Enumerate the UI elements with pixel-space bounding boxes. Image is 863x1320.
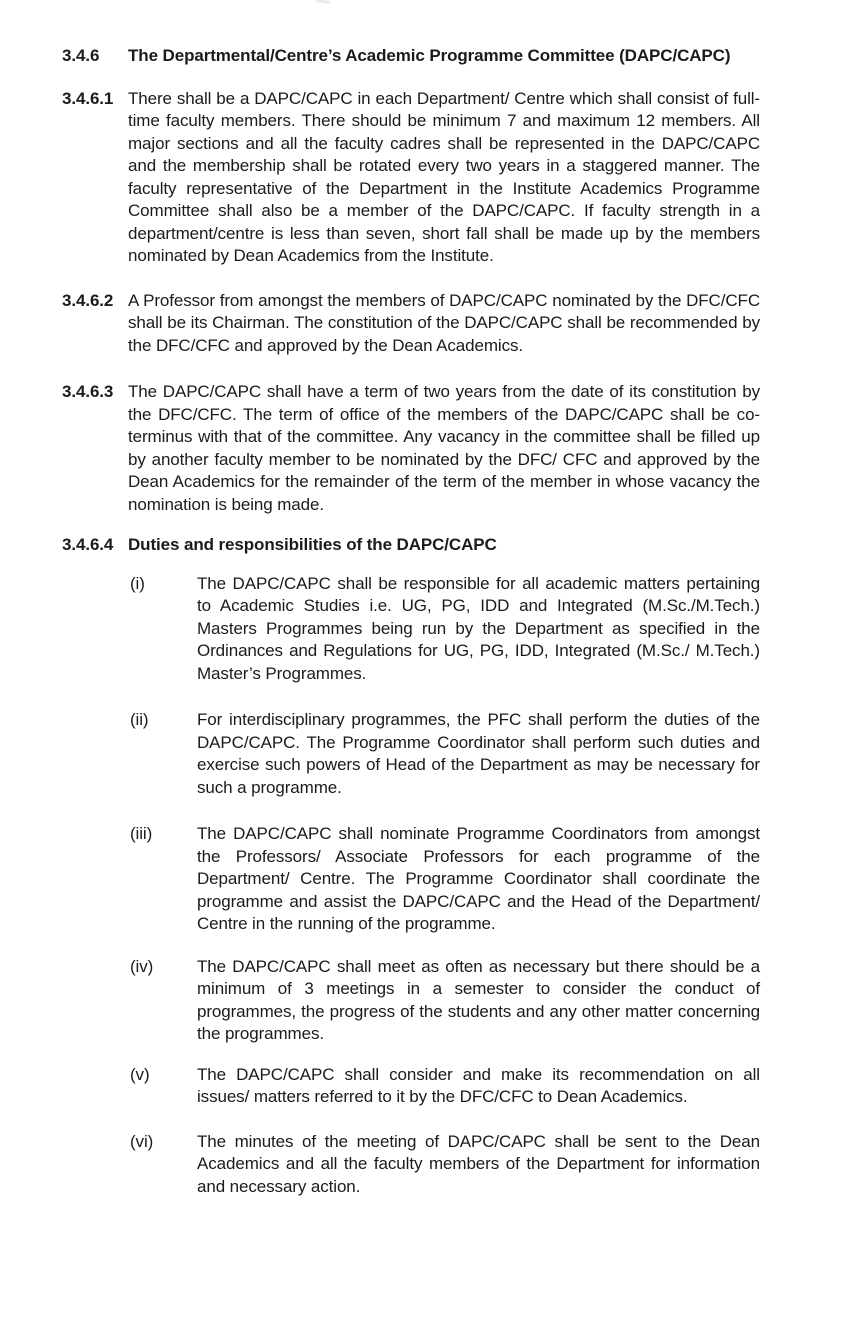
duty-item-iii: [130, 823, 760, 936]
list-item-text: The DAPC/CAPC shall consider and make its recommendation on all issues/ matters referred to it by the DFC/CFC to Dean Academics.: [197, 1064, 760, 1106]
section-3-4-6-2: [62, 290, 760, 358]
section-heading: The Departmental/Centre’s Academic Programme Committee (DAPC/CAPC): [128, 46, 731, 65]
list-item-text: For interdisciplinary programmes, the PFC shall perform the duties of the DAPC/CAPC. The Programme Coordinator shall perform such duties and exercise such powers of Head of the Department as may be necessary for such a programme.: [197, 710, 760, 797]
duty-item-v: [130, 1064, 760, 1109]
list-item-text: The DAPC/CAPC shall nominate Programme Coordinators from amongst the Professors/ Associate Professors for each programme of the Department/ Centre. The Programme Coordinator shall coordinate the programme and assist the DAPC/CAPC and the Head of the Department/ Centre in the running of the programme.: [197, 824, 760, 933]
section-3-4-6-1: [62, 88, 760, 268]
section-3-4-6-4: [62, 534, 760, 557]
section-number: 3.4.6.4: [62, 535, 114, 554]
section-number: 3.4.6.3: [62, 382, 114, 401]
list-marker: (ii): [130, 710, 149, 729]
section-3-4-6-3: [62, 381, 760, 516]
list-item-text: The DAPC/CAPC shall be responsible for all academic matters pertaining to Academic Studies i.e. UG, PG, IDD and Integrated (M.Sc./M.Tech.) Masters Programmes being run by the Department as specified in the Ordinances and Regulations for UG, PG, IDD, Integrated (M.Sc./ M.Tech.) Master’s Programmes.: [197, 573, 760, 683]
list-item-text: The minutes of the meeting of DAPC/CAPC shall be sent to the Dean Academics and all the faculty members of the Department for information and necessary action.: [197, 1131, 760, 1196]
section-number: 3.4.6: [62, 46, 100, 65]
scan-artifact: [316, 0, 330, 4]
duty-item-ii: [130, 709, 760, 799]
section-number: 3.4.6.1: [62, 88, 114, 108]
list-marker: (i): [130, 573, 145, 593]
section-paragraph: There shall be a DAPC/CAPC in each Department/ Centre which shall consist of full-time faculty members. There should be minimum 7 and maximum 12 members. All major sections and all the faculty cadres shall be represented in the DAPC/CAPC and the membership shall be rotated every two years in a staggered manner. The faculty representative of the Department in the Institute Academics Programme Committee shall also be a member of the DAPC/CAPC. If faculty strength in a department/centre is less than seven, short fall shall be made up by the members nominated by Dean Academics from the Institute.: [128, 88, 760, 265]
duty-item-i: [130, 573, 760, 686]
section-heading: Duties and responsibilities of the DAPC/CAPC: [128, 535, 497, 554]
list-marker: (iii): [130, 824, 153, 843]
list-marker: (iv): [130, 956, 154, 976]
duty-item-vi: [130, 1131, 760, 1199]
section-paragraph: A Professor from amongst the members of DAPC/CAPC nominated by the DFC/CFC shall be its Chairman. The constitution of the DAPC/CAPC shall be recommended by the DFC/CFC and approved by the Dean Academics.: [128, 290, 760, 355]
list-item-text: The DAPC/CAPC shall meet as often as necessary but there should be a minimum of 3 meetings in a semester to consider the conduct of programmes, the progress of the students and any other matter concerning the programmes.: [197, 956, 760, 1043]
section-paragraph: The DAPC/CAPC shall have a term of two years from the date of its constitution by the DFC/CFC. The term of office of the members of the DAPC/CAPC shall be co-terminus with that of the committee. Any vacancy in the committee shall be filled up by another faculty member to be nominated by the DFC/ CFC and approved by the Dean Academics for the remainder of the term of the member in whose vacancy the nomination is being made.: [128, 382, 760, 514]
section-3-4-6: [62, 45, 760, 68]
page-content: [62, 45, 760, 1198]
section-number: 3.4.6.2: [62, 290, 114, 310]
list-marker: (v): [130, 1064, 150, 1084]
duty-item-iv: [130, 956, 760, 1046]
list-marker: (vi): [130, 1131, 154, 1151]
